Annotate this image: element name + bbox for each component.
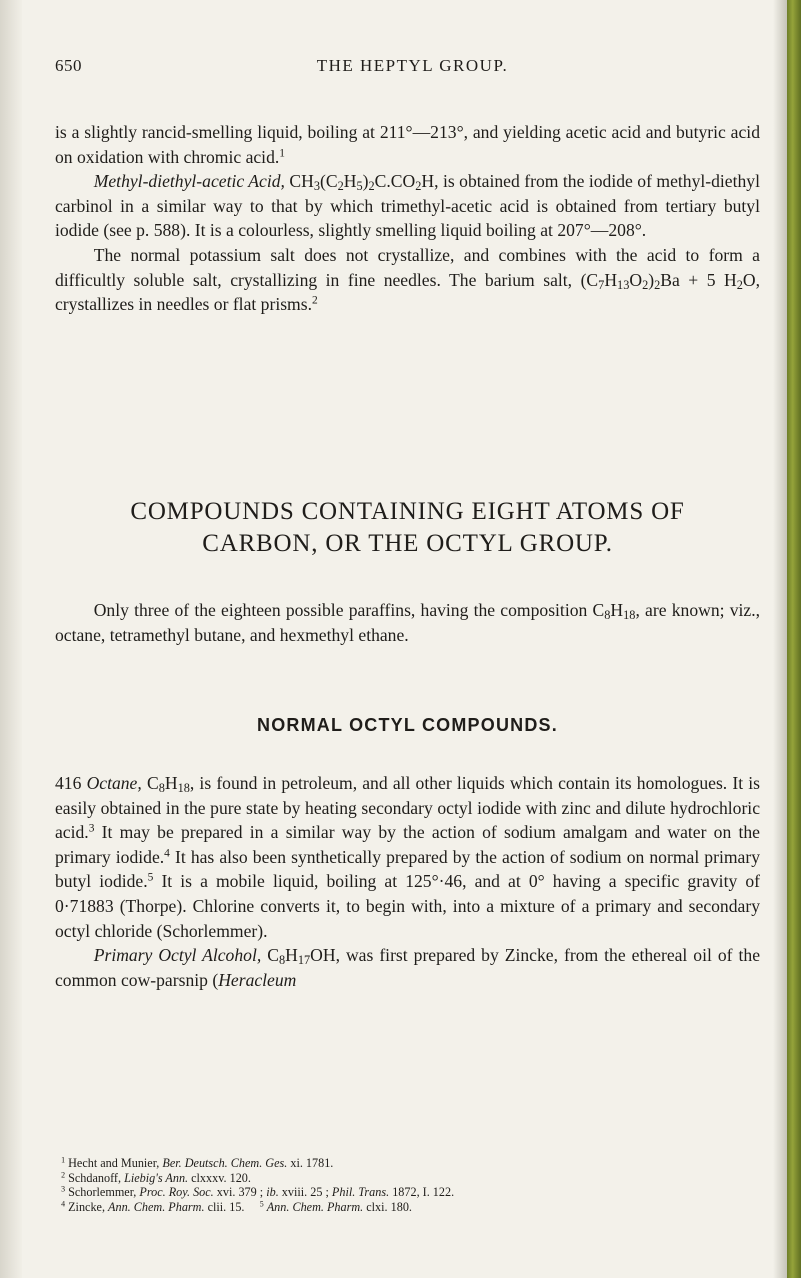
page-gutter xyxy=(0,0,22,1278)
footnotes xyxy=(55,1156,760,1214)
compound-name: Methyl-diethyl-acetic Acid, xyxy=(93,171,285,192)
section-heading-line-1: COMPOUNDS CONTAINING EIGHT ATOMS OF xyxy=(130,498,685,525)
footnote-ref: 5 xyxy=(147,872,154,885)
subsection-heading: NORMAL OCTYL COMPOUNDS. xyxy=(257,715,558,735)
article-number: 416 xyxy=(55,773,82,793)
body-block-2 xyxy=(55,598,760,647)
book-cover-edge xyxy=(787,0,801,1278)
body-block-3 xyxy=(55,771,760,992)
footnote-ref: 2 xyxy=(312,294,318,307)
spine-shadow xyxy=(773,0,787,1278)
paragraph-salts: The normal potassium salt does not crystallize, and combines with the acid to form a difficultly soluble salt, crystallizing in fine needles. The barium salt, $(C_7H_{13}O_2)_2Ba + 5$ $H_2O$, crystallizes in needles or flat prisms.$^2$ xyxy=(55,244,760,315)
compound-name: Octane, xyxy=(86,773,142,793)
section-heading-line-2: CARBON, OR THE OCTYL GROUP. xyxy=(202,530,613,557)
footnote-3: $^3$ Schorlemmer, Proc. Roy. Soc. xvi. 379 ; ib. xviii. 25 ; Phil. Trans. 1872, I. 122. xyxy=(61,1184,455,1199)
paragraph-boiling: is a slightly rancid-smelling liquid, boiling at 211°—213°, and yielding acetic acid and butyric acid on oxidation with chromic acid.$^1$ xyxy=(55,122,760,167)
footnote-4-5: $^4$ Zincke, Ann. Chem. Pharm. clii. 15. $^5$ Ann. Chem. Pharm. clxi. 180. xyxy=(61,1199,412,1214)
footnote-ref: 3 xyxy=(88,822,95,835)
running-header xyxy=(55,56,770,84)
species-name: Heracleum xyxy=(218,969,297,990)
paragraph-octane: 416 Octane, $C_8H_{18}$, is found in petroleum, and all other liquids which contain its homologues. It is easily obtained in the pure state by heating secondary octyl iodide with zinc and dilute hydrochloric acid.$^3$ It may be prepared in a similar way by the action of sodium amalgam and water on the primary iodide.$^4$ It has also been synthetically prepared by the action of sodium on normal primary butyl iodide.$^5$ It is a mobile liquid, boiling at 125°·46, and at 0° having a specific gravity of 0·71883 (Thorpe). Chlorine converts it, to begin with, into a mixture of a primary and secondary octyl chloride (Schorlemmer). xyxy=(55,773,761,941)
page-number: 650 xyxy=(55,56,82,75)
compound-name: Primary Octyl Alcohol, xyxy=(93,945,262,966)
footnote-ref: 1 xyxy=(279,147,285,160)
running-title: THE HEPTYL GROUP. xyxy=(316,56,509,75)
footnote-1: $^1$ Hecht and Munier, Ber. Deutsch. Chem. Ges. xi. 1781. xyxy=(61,1155,334,1170)
paragraph-methyl-diethyl-acetic: Methyl-diethyl-acetic Acid, $CH_3(C_2H_5)_2C.CO_2H$, is obtained from the iodide of methyl-diethyl carbinol in a similar way to that by which trimethyl-acetic acid is obtained from tertiary butyl iodide (see p. 588). It is a colourless, slightly smelling liquid boiling at 207°—208°. xyxy=(55,171,760,241)
body-block-1 xyxy=(55,120,760,317)
section-heading xyxy=(55,496,760,560)
paragraph-paraffins: Only three of the eighteen possible paraffins, having the composition $C_8H_{18}$, are known; viz., octane, tetramethyl butane, and hexmethyl ethane. xyxy=(55,600,760,645)
paragraph-octyl-alcohol: Primary Octyl Alcohol, $C_8H_{17}OH$, was first prepared by Zincke, from the ethereal oil of the common cow-parsnip (Heracleum xyxy=(55,945,761,990)
footnote-2: $^2$ Schdanoff, Liebig's Ann. clxxxv. 120. xyxy=(61,1170,251,1185)
footnote-ref: 4 xyxy=(164,847,170,860)
